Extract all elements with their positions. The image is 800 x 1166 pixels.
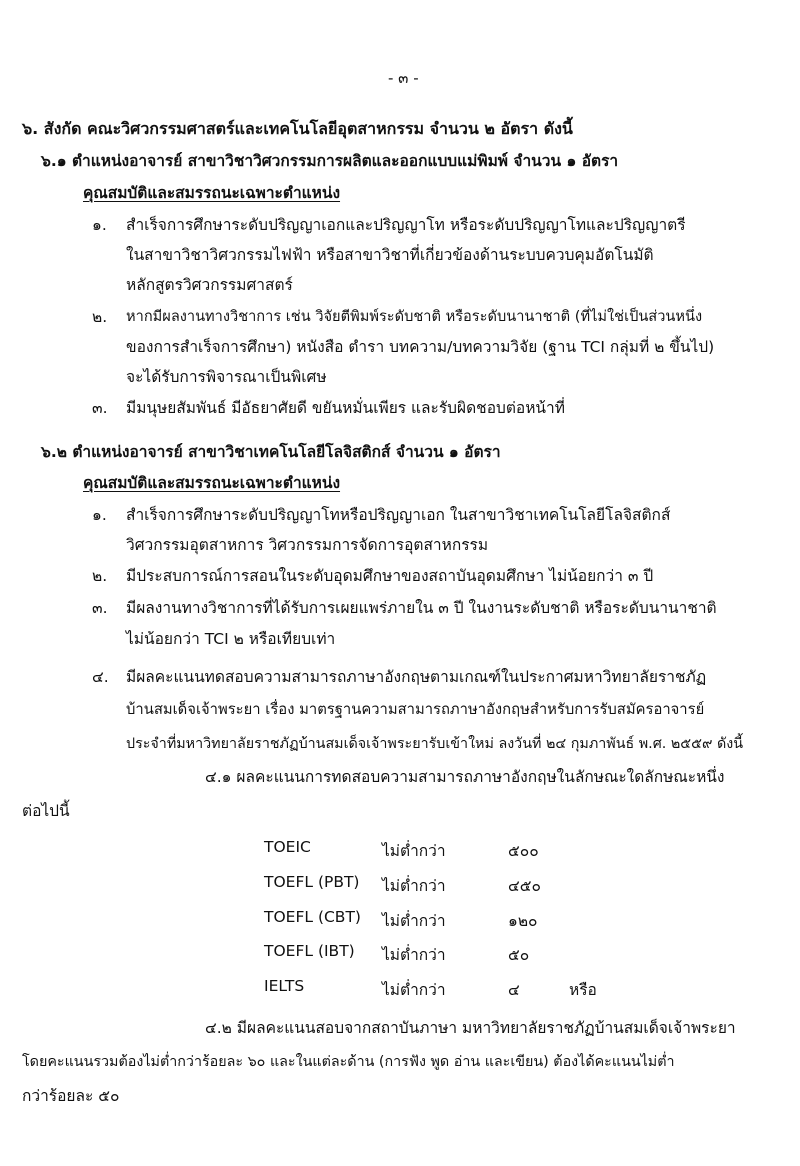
test-name: TOEIC [264,838,311,856]
list-item-number: ๓. [92,599,108,617]
list-item-text: วิศวกรรมอุตสาหการ วิศวกรรมการจัดการอุตสาหกรรม [126,536,489,554]
test-score: ๕๐ [508,946,530,964]
list-item-text: สำเร็จการศึกษาระดับปริญญาเอกและปริญญาโท หรือระดับปริญญาโทและปริญญาตรี [126,216,686,234]
test-condition: ไม่ต่ำกว่า [382,946,446,964]
test-score: ๑๒๐ [508,912,538,930]
list-item-text: มีผลคะแนนทดสอบความสามารถภาษาอังกฤษตามเกณฑ์ในประกาศมหาวิทยาลัยราชภัฏ [126,668,707,686]
subsection-heading: ๖.๑ ตำแหน่งอาจารย์ สาขาวิชาวิศวกรรมการผลิตและออกแบบแม่พิมพ์ จำนวน ๑ อัตรา [41,152,619,170]
test-name: TOEFL (PBT) [264,873,360,891]
qualification-heading: คุณสมบัติและสมรรถนะเฉพาะตำแหน่ง [83,474,341,492]
list-item-number: ๑. [92,216,107,234]
test-name: TOEFL (CBT) [264,908,361,926]
list-item-number: ๑. [92,506,107,524]
subitem-text: กว่าร้อยละ ๕๐ [22,1087,120,1105]
test-condition: ไม่ต่ำกว่า [382,981,446,999]
subitem-text: โดยคะแนนรวมต้องไม่ต่ำกว่าร้อยละ ๖๐ และในแต่ละด้าน (การฟัง พูด อ่าน และเขียน) ต้องได้คะแนนไม่ต่ำ [22,1054,675,1070]
test-score: ๕๐๐ [508,842,539,860]
qualification-heading: คุณสมบัติและสมรรถนะเฉพาะตำแหน่ง [83,184,341,202]
list-item-text: ไม่น้อยกว่า TCI ๒ หรือเทียบเท่า [126,630,336,648]
list-item-text: ในสาขาวิชาวิศวกรรมไฟฟ้า หรือสาขาวิชาที่เกี่ยวข้องด้านระบบควบคุมอัตโนมัติ [126,246,654,264]
test-condition: ไม่ต่ำกว่า [382,912,446,930]
subitem-text: ๔.๒ มีผลคะแนนสอบจากสถาบันภาษา มหาวิทยาลัยราชภัฏบ้านสมเด็จเจ้าพระยา [205,1019,736,1037]
list-item-text: หากมีผลงานทางวิชาการ เช่น วิจัยตีพิมพ์ระดับชาติ หรือระดับนานาชาติ (ที่ไม่ใช่เป็นส่วนหนึ่ง [126,308,703,325]
page-number: - ๓ - [388,69,419,87]
test-condition: ไม่ต่ำกว่า [382,842,446,860]
list-item-text: มีผลงานทางวิชาการที่ได้รับการเผยแพร่ภายใน ๓ ปี ในงานระดับชาติ หรือระดับนานาชาติ [126,599,717,617]
subsection-heading: ๖.๒ ตำแหน่งอาจารย์ สาขาวิชาเทคโนโลยีโลจิสติกส์ จำนวน ๑ อัตรา [41,443,501,461]
list-item-number: ๒. [92,308,108,326]
list-item-text: จะได้รับการพิจารณาเป็นพิเศษ [126,368,327,386]
list-item-text: มีประสบการณ์การสอนในระดับอุดมศึกษาของสถาบันอุดมศึกษา ไม่น้อยกว่า ๓ ปี [126,567,654,585]
list-item-text: หลักสูตรวิศวกรรมศาสตร์ [126,276,293,294]
test-condition: ไม่ต่ำกว่า [382,877,446,895]
section-heading: ๖. สังกัด คณะวิศวกรรมศาสตร์และเทคโนโลยีอุตสาหกรรม จำนวน ๒ อัตรา ดังนี้ [22,119,573,138]
list-item-text: ของการสำเร็จการศึกษา) หนังสือ ตำรา บทความ/บทความวิจัย (ฐาน TCI กลุ่มที่ ๒ ขึ้นไป) [126,338,715,356]
test-note: หรือ [569,981,597,999]
list-item-text: บ้านสมเด็จเจ้าพระยา เรื่อง มาตรฐานความสามารถภาษาอังกฤษสำหรับการรับสมัครอาจารย์ [126,701,705,718]
test-score: ๔๕๐ [508,877,541,895]
test-name: TOEFL (IBT) [264,942,355,960]
test-name: IELTS [264,977,305,995]
test-score: ๔ [508,981,520,999]
subitem-text: ต่อไปนี้ [22,802,70,820]
list-item-text: สำเร็จการศึกษาระดับปริญญาโทหรือปริญญาเอก ในสาขาวิชาเทคโนโลยีโลจิสติกส์ [126,506,671,524]
list-item-number: ๓. [92,399,108,417]
list-item-text: ประจำที่มหาวิทยาลัยราชภัฏบ้านสมเด็จเจ้าพระยารับเข้าใหม่ ลงวันที่ ๒๔ กุมภาพันธ์ พ.ศ. ๒๕๕๙ ดังนี้ [126,736,743,752]
list-item-text: มีมนุษยสัมพันธ์ มีอัธยาศัยดี ขยันหมั่นเพียร และรับผิดชอบต่อหน้าที่ [126,399,565,417]
list-item-number: ๔. [92,668,109,686]
list-item-number: ๒. [92,567,108,585]
subitem-text: ๔.๑ ผลคะแนนการทดสอบความสามารถภาษาอังกฤษในลักษณะใดลักษณะหนึ่ง [205,768,725,786]
